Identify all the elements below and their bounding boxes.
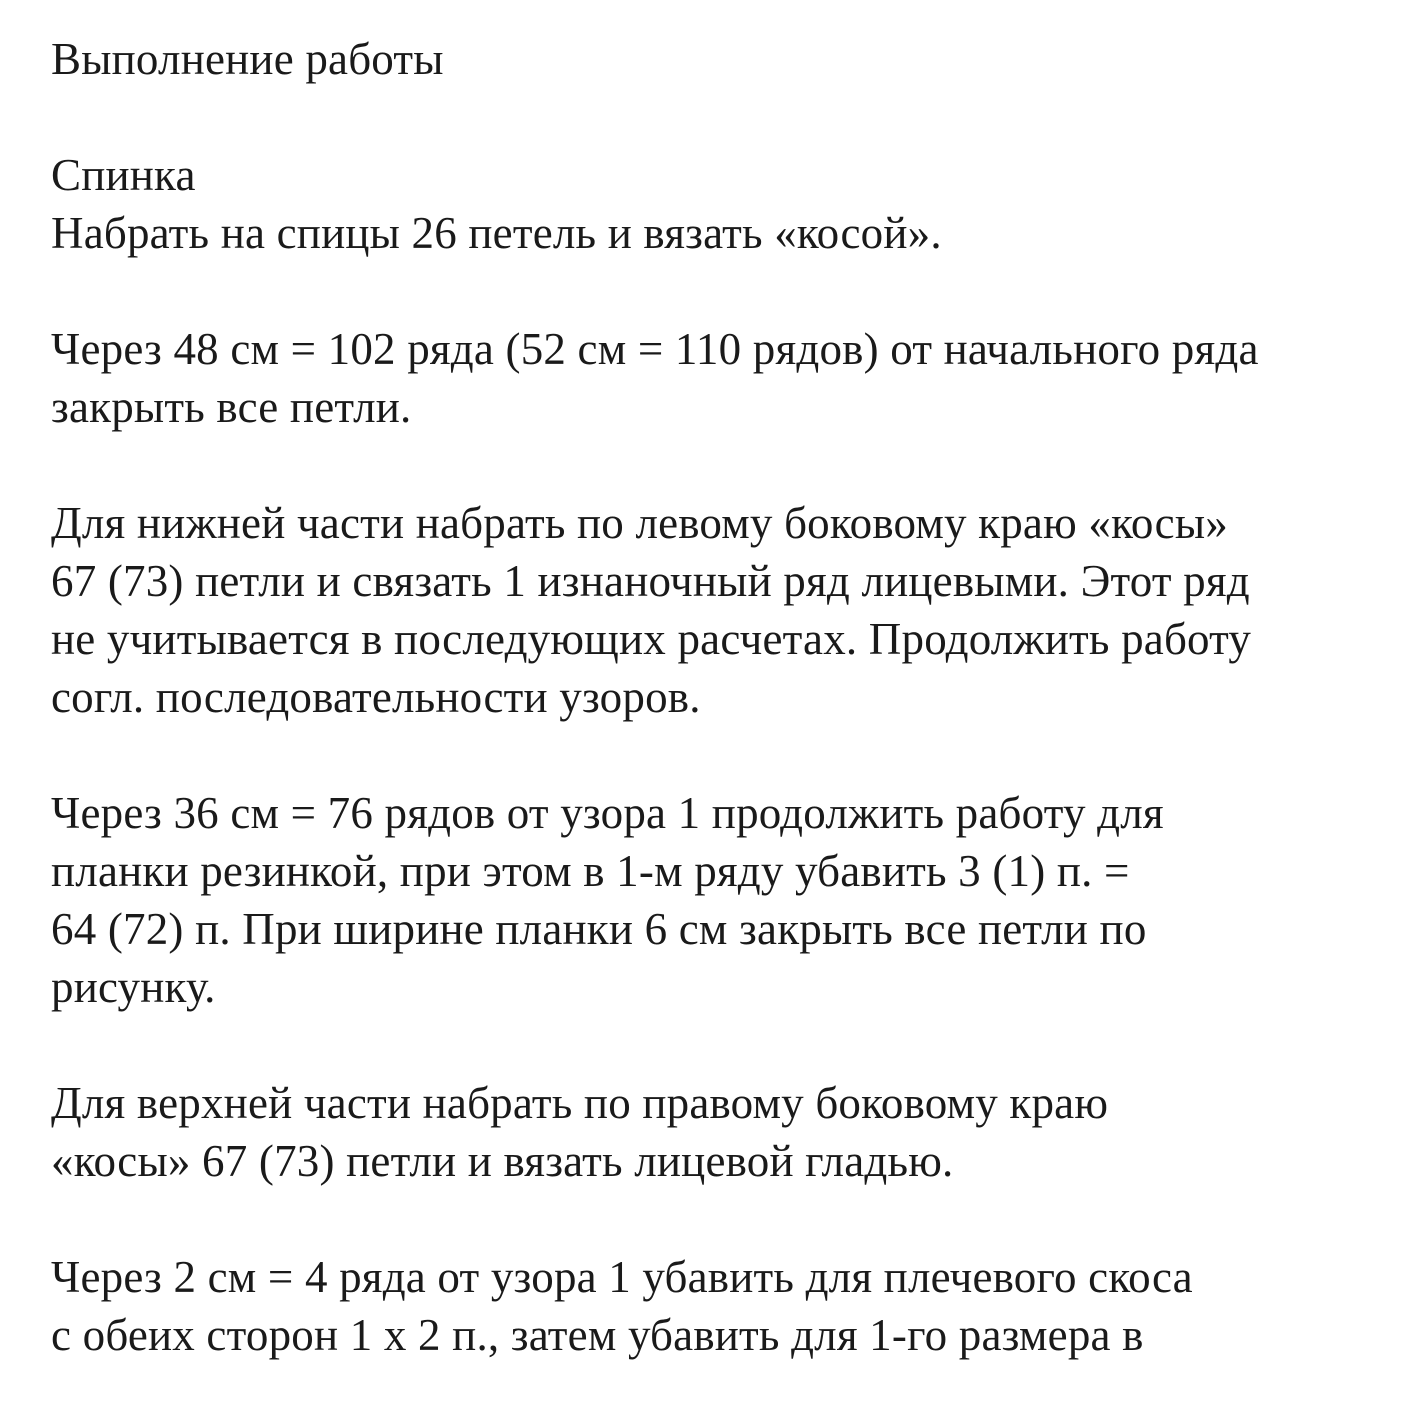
spacer — [51, 1016, 1391, 1074]
spacer — [51, 436, 1391, 494]
paragraph-line: Через 48 см = 102 ряда (52 см = 110 рядов) от начального ряда — [51, 324, 1259, 374]
paragraph-line: 67 (73) петли и связать 1 изнаночный ряд лицевыми. Этот ряд — [51, 556, 1250, 606]
spacer — [51, 88, 1391, 146]
paragraph-line: с обеих сторон 1 х 2 п., затем убавить для 1-го размера в — [51, 1310, 1144, 1360]
paragraph-line: Через 36 см = 76 рядов от узора 1 продолжить работу для — [51, 788, 1164, 838]
paragraph-line: планки резинкой, при этом в 1-м ряду убавить 3 (1) п. = — [51, 846, 1130, 896]
spacer — [51, 262, 1391, 320]
paragraph-line: согл. последовательности узоров. — [51, 672, 701, 722]
document-body — [51, 30, 1391, 1364]
paragraph-line: не учитывается в последующих расчетах. Продолжить работу — [51, 614, 1252, 664]
paragraph-line: 64 (72) п. При ширине планки 6 см закрыть все петли по — [51, 904, 1147, 954]
paragraph-line: рисунку. — [51, 962, 216, 1012]
paragraph-line: «косы» 67 (73) петли и вязать лицевой гладью. — [51, 1136, 954, 1186]
spacer — [51, 726, 1391, 784]
paragraph-line: Для нижней части набрать по левому боковому краю «косы» — [51, 498, 1228, 548]
paragraph-line: Набрать на спицы 26 петель и вязать «косой». — [51, 208, 942, 258]
document-title: Выполнение работы — [51, 34, 444, 84]
paragraph-line: Для верхней части набрать по правому боковому краю — [51, 1078, 1109, 1128]
paragraph-line: закрыть все петли. — [51, 382, 412, 432]
section-heading: Спинка — [51, 150, 196, 200]
spacer — [51, 1190, 1391, 1248]
paragraph-line: Через 2 см = 4 ряда от узора 1 убавить для плечевого скоса — [51, 1252, 1193, 1302]
